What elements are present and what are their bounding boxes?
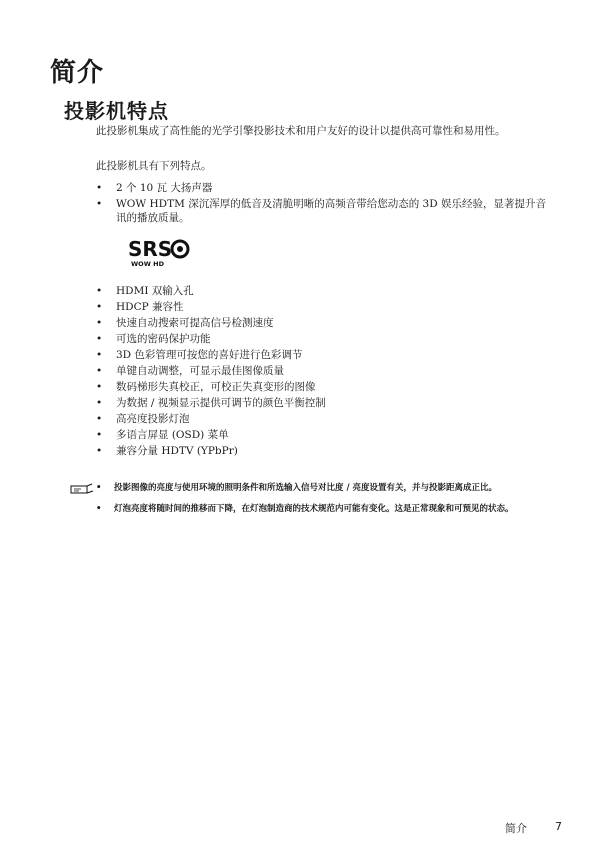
feature-text: 单键自动调整，可显示最佳图像质量 [116,365,284,377]
bullet: • [96,429,103,441]
bullet: • [96,397,103,409]
feature-text: 2 个 10 瓦 大扬声器 [116,182,213,194]
note-text: 灯泡亮度将随时间的推移而下降，在灯泡制造商的技术规范内可能有变化。这是正常现象和可预见的状态。 [114,504,514,514]
feature-text: WOW HDTM 深沉浑厚的低音及清脆明晰的高频音带给您动态的 3D 娱乐经验，显著提升音讯的播放质量。 [116,198,546,224]
list-item [96,332,556,346]
feature-text: 3D 色彩管理可按您的喜好进行色彩调节 [116,349,303,361]
feature-text: 兼容分量 HDTV (YPbPr) [116,445,238,457]
feature-list-bottom [96,282,556,458]
feature-text: 高亮度投影灯泡 [116,413,190,425]
logo-dot [177,246,183,252]
list-item [96,181,556,195]
list-item [96,300,556,314]
list-item [96,316,556,330]
logo-sub-text: WOW HD [131,260,164,268]
list-item [96,428,556,442]
features-intro: 此投影机具有下列特点。 [96,160,212,172]
notes-list [96,482,548,516]
list-item [96,364,556,378]
list-item [96,412,556,426]
note-icon [70,482,96,496]
section-title: 投影机特点 [64,99,169,123]
bullet: • [96,413,103,425]
bullet: • [96,301,103,313]
feature-text: 多语言屏显 (OSD) 菜单 [116,429,229,441]
note-item [96,482,548,495]
list-item [96,444,556,458]
footer-section: 简介 [505,822,527,835]
bullet: • [96,182,103,194]
list-item [96,284,556,298]
note-text: 投影图像的亮度与使用环境的照明条件和所选输入信号对比度 / 亮度设置有关，并与投影距离成正比。 [114,483,498,493]
bullet: • [96,349,103,361]
feature-text: HDCP 兼容性 [116,301,184,313]
list-item [96,197,556,225]
bullet: • [96,445,103,457]
feature-text: 为数据 / 视频显示提供可调节的颜色平衡控制 [116,397,326,409]
list-item [96,348,556,362]
page-number: 7 [555,820,562,833]
bullet: • [96,285,103,297]
bullet: • [96,365,103,377]
bullet: • [96,333,103,345]
srs-wow-hd-logo [128,236,192,268]
bullet: • [96,483,102,493]
bullet: • [96,504,102,514]
bullet: • [96,317,103,329]
note-item [96,503,548,516]
bullet: • [96,198,103,210]
feature-text: 可选的密码保护功能 [116,333,211,345]
list-item [96,380,556,394]
list-item [96,396,556,410]
feature-text: HDMI 双输入孔 [116,285,194,297]
page-heading: 简介 [50,58,105,88]
intro-paragraph: 此投影机集成了高性能的光学引擎投影技术和用户友好的设计以提供高可靠性和易用性。 [96,125,506,137]
feature-text: 快速自动搜索可提高信号检测速度 [116,317,274,329]
feature-list-top [96,181,556,225]
bullet: • [96,381,103,393]
logo-brand-text: SRS [128,237,173,261]
feature-text: 数码梯形失真校正，可校正失真变形的图像 [116,381,316,393]
